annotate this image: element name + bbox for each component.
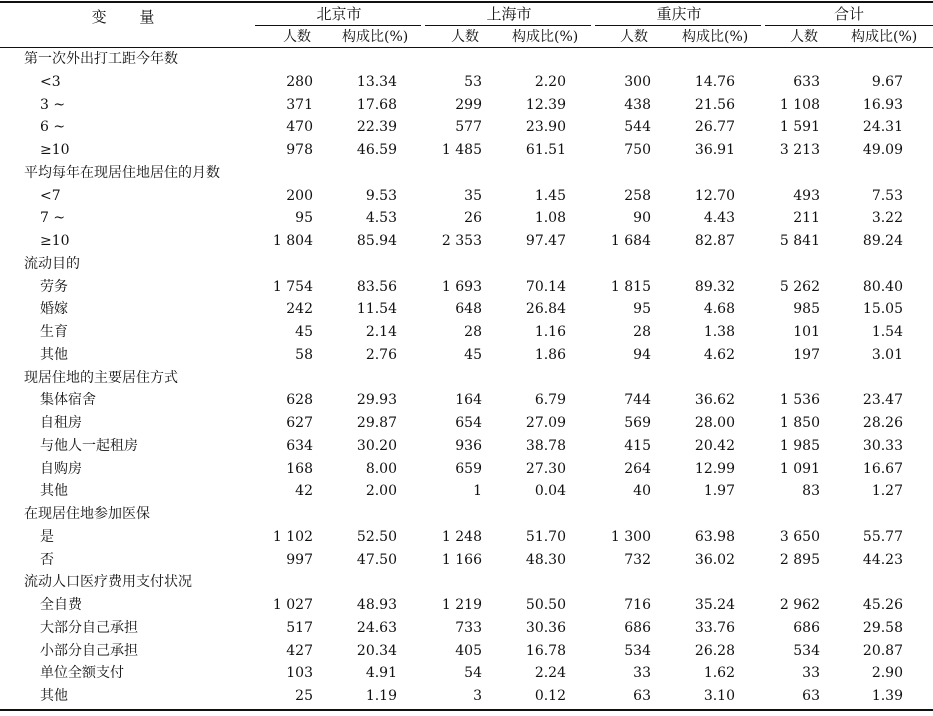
cell-ratio: 30.20 xyxy=(356,437,397,454)
cell-count: 1 166 xyxy=(441,551,482,568)
cell-ratio: 45.26 xyxy=(862,597,903,613)
cell-count: 103 xyxy=(286,665,313,682)
sub-ratio-shanghai: 构成比(%) xyxy=(512,29,579,45)
cell-count: 659 xyxy=(455,460,482,477)
cell-ratio: 33.76 xyxy=(694,619,735,636)
cell-count: 627 xyxy=(286,415,313,431)
row-label: 小部分自己承担 xyxy=(40,642,138,659)
cell-count: 371 xyxy=(286,96,313,113)
cell-count: 1 248 xyxy=(441,528,482,545)
table-row xyxy=(0,230,933,252)
cell-count: 35 xyxy=(464,187,482,204)
cell-ratio: 27.30 xyxy=(525,460,566,477)
cell-ratio: 55.77 xyxy=(862,528,903,545)
row-label: <7 xyxy=(40,187,61,204)
cell-count: 654 xyxy=(455,415,482,431)
cell-ratio: 61.51 xyxy=(525,142,566,158)
cell-count: 1 219 xyxy=(441,597,482,613)
cell-ratio: 89.24 xyxy=(862,233,903,249)
cell-ratio: 6.79 xyxy=(534,392,566,409)
cell-ratio: 15.05 xyxy=(862,301,903,318)
section-title: 在现居住地参加医保 xyxy=(24,506,150,522)
cell-ratio: 12.39 xyxy=(525,96,566,113)
cell-count: 54 xyxy=(464,665,482,682)
cell-ratio: 20.87 xyxy=(862,642,903,659)
section-row xyxy=(0,48,933,70)
cell-count: 26 xyxy=(464,210,482,227)
cell-ratio: 4.91 xyxy=(365,665,397,682)
cell-count: 280 xyxy=(286,73,313,90)
row-label: 是 xyxy=(40,528,54,545)
cell-count: 3 650 xyxy=(779,528,820,545)
cell-count: 90 xyxy=(633,210,651,227)
cell-ratio: 8.00 xyxy=(365,460,397,477)
cell-ratio: 27.09 xyxy=(525,415,566,431)
group-total: 合计 xyxy=(833,5,864,23)
cell-ratio: 38.78 xyxy=(525,437,566,454)
cell-ratio: 29.58 xyxy=(862,619,903,636)
cell-count: 997 xyxy=(286,551,313,568)
cell-count: 5 262 xyxy=(779,278,820,295)
cell-count: 978 xyxy=(286,142,313,158)
cell-count: 1 754 xyxy=(272,278,313,295)
cell-count: 1 684 xyxy=(610,233,651,249)
cell-ratio: 36.62 xyxy=(694,392,735,409)
cell-count: 517 xyxy=(286,619,313,636)
table-row xyxy=(0,526,933,548)
cell-count: 634 xyxy=(286,437,313,454)
table-row xyxy=(0,94,933,116)
table-row xyxy=(0,185,933,207)
row-label: 与他人一起租房 xyxy=(40,437,138,454)
row-label: 劳务 xyxy=(40,278,68,295)
cell-ratio: 89.32 xyxy=(694,278,735,295)
cell-ratio: 1.86 xyxy=(534,346,566,363)
cell-ratio: 44.23 xyxy=(862,551,903,568)
cell-count: 415 xyxy=(624,437,651,454)
cell-ratio: 29.93 xyxy=(356,392,397,409)
cell-ratio: 1.16 xyxy=(534,324,566,340)
cell-ratio: 0.04 xyxy=(534,483,566,500)
cell-ratio: 4.43 xyxy=(703,210,735,227)
cell-ratio: 26.28 xyxy=(694,642,735,659)
cell-ratio: 63.98 xyxy=(694,528,735,545)
cell-ratio: 9.67 xyxy=(871,73,903,90)
row-label: 单位全额支付 xyxy=(40,665,124,682)
row-label: 自购房 xyxy=(40,460,82,477)
sub-count-shanghai: 人数 xyxy=(451,29,479,45)
cell-ratio: 16.78 xyxy=(525,642,566,659)
cell-count: 300 xyxy=(624,73,651,90)
cell-count: 200 xyxy=(286,187,313,204)
cell-ratio: 28.00 xyxy=(694,415,735,431)
header-variable: 变 量 xyxy=(91,8,169,26)
group-chongqing: 重庆市 xyxy=(656,5,702,23)
row-label: 3 ~ xyxy=(40,96,66,113)
cell-ratio: 46.59 xyxy=(356,142,397,158)
cell-count: 1 815 xyxy=(610,278,651,295)
cell-ratio: 22.39 xyxy=(356,119,397,136)
cell-ratio: 30.33 xyxy=(862,437,903,454)
cell-ratio: 28.26 xyxy=(862,415,903,431)
cell-count: 1 804 xyxy=(272,233,313,249)
cell-count: 25 xyxy=(295,688,313,704)
cell-ratio: 82.87 xyxy=(694,233,735,249)
cell-ratio: 2.14 xyxy=(365,324,397,340)
cell-ratio: 50.50 xyxy=(525,597,566,613)
cell-count: 1 850 xyxy=(779,415,820,431)
section-row xyxy=(0,571,933,593)
cell-count: 83 xyxy=(802,483,820,500)
table-row xyxy=(0,389,933,411)
section-title: 流动目的 xyxy=(24,255,80,272)
cell-count: 1 985 xyxy=(779,437,820,454)
sub-ratio-total: 构成比(%) xyxy=(851,29,918,45)
cell-ratio: 2.20 xyxy=(534,73,566,90)
row-label: 其他 xyxy=(40,688,68,704)
cell-count: 1 693 xyxy=(441,278,482,295)
row-label: <3 xyxy=(40,73,61,90)
cell-count: 242 xyxy=(286,301,313,318)
row-label: 其他 xyxy=(40,483,68,500)
cell-ratio: 4.62 xyxy=(703,346,735,363)
cell-count: 28 xyxy=(633,324,651,340)
cell-count: 633 xyxy=(793,73,820,90)
cell-count: 1 102 xyxy=(272,528,313,545)
cell-ratio: 4.68 xyxy=(703,301,735,318)
table-row xyxy=(0,139,933,161)
cell-count: 470 xyxy=(286,119,313,136)
bottom-rule xyxy=(0,709,933,711)
cell-ratio: 30.36 xyxy=(525,619,566,636)
section-row xyxy=(0,162,933,184)
cell-ratio: 26.84 xyxy=(525,301,566,318)
cell-ratio: 3.10 xyxy=(703,688,735,704)
section-title: 现居住地的主要居住方式 xyxy=(24,369,178,386)
cell-ratio: 97.47 xyxy=(525,233,566,249)
cell-ratio: 36.02 xyxy=(694,551,735,568)
cell-count: 1 091 xyxy=(779,460,820,477)
cell-count: 94 xyxy=(633,346,651,363)
table-row xyxy=(0,321,933,343)
cell-count: 732 xyxy=(624,551,651,568)
cell-ratio: 26.77 xyxy=(694,119,735,136)
cell-ratio: 83.56 xyxy=(356,278,397,295)
cell-ratio: 1.39 xyxy=(871,688,903,704)
cell-count: 2 353 xyxy=(441,233,482,249)
cell-ratio: 24.31 xyxy=(862,119,903,136)
cell-ratio: 2.76 xyxy=(365,346,397,363)
cell-count: 42 xyxy=(295,483,313,500)
section-title: 第一次外出打工距今年数 xyxy=(24,51,178,67)
table-row xyxy=(0,594,933,616)
table-row xyxy=(0,435,933,457)
cell-count: 164 xyxy=(455,392,482,409)
cell-ratio: 9.53 xyxy=(365,187,397,204)
cell-count: 53 xyxy=(464,73,482,90)
cell-count: 211 xyxy=(793,210,820,227)
cell-ratio: 49.09 xyxy=(862,142,903,158)
table-row xyxy=(0,617,933,639)
cell-count: 33 xyxy=(802,665,820,682)
cell-count: 648 xyxy=(455,301,482,318)
section-title: 平均每年在现居住地居住的月数 xyxy=(24,164,220,181)
cell-count: 5 841 xyxy=(779,233,820,249)
row-label: ≥10 xyxy=(40,142,70,158)
cell-count: 299 xyxy=(455,96,482,113)
cell-ratio: 1.27 xyxy=(871,483,903,500)
cell-ratio: 29.87 xyxy=(356,415,397,431)
cell-count: 427 xyxy=(286,642,313,659)
table-row xyxy=(0,412,933,434)
cell-count: 101 xyxy=(793,324,820,340)
cell-count: 936 xyxy=(455,437,482,454)
cell-count: 733 xyxy=(455,619,482,636)
cell-count: 569 xyxy=(624,415,651,431)
cell-count: 686 xyxy=(624,619,651,636)
table-row xyxy=(0,662,933,684)
row-label: 自租房 xyxy=(40,415,82,431)
cell-ratio: 23.47 xyxy=(862,392,903,409)
cell-count: 95 xyxy=(295,210,313,227)
table-row xyxy=(0,298,933,320)
row-label: 7 ~ xyxy=(40,210,66,227)
cell-count: 258 xyxy=(624,187,651,204)
cell-ratio: 21.56 xyxy=(694,96,735,113)
sub-ratio-chongqing: 构成比(%) xyxy=(682,29,749,45)
cell-count: 3 xyxy=(473,688,482,704)
cell-count: 28 xyxy=(464,324,482,340)
table-row xyxy=(0,480,933,502)
cell-ratio: 11.54 xyxy=(356,301,397,318)
cell-ratio: 51.70 xyxy=(525,528,566,545)
sub-ratio-beijing: 构成比(%) xyxy=(342,29,409,45)
cell-ratio: 7.53 xyxy=(871,187,903,204)
cell-count: 534 xyxy=(624,642,651,659)
cell-ratio: 48.93 xyxy=(356,597,397,613)
cell-count: 2 962 xyxy=(779,597,820,613)
cell-ratio: 1.45 xyxy=(534,187,566,204)
cell-ratio: 52.50 xyxy=(356,528,397,545)
cell-count: 2 895 xyxy=(779,551,820,568)
cell-count: 1 536 xyxy=(779,392,820,409)
cell-count: 750 xyxy=(624,142,651,158)
cell-ratio: 3.22 xyxy=(871,210,903,227)
row-label: 6 ~ xyxy=(40,119,66,136)
table-row xyxy=(0,549,933,571)
cell-ratio: 1.97 xyxy=(703,483,735,500)
cell-count: 1 027 xyxy=(272,597,313,613)
section-title: 流动人口医疗费用支付状况 xyxy=(24,574,192,591)
cell-ratio: 0.12 xyxy=(534,688,566,704)
cell-count: 264 xyxy=(624,460,651,477)
cell-count: 1 300 xyxy=(610,528,651,545)
cell-count: 40 xyxy=(633,483,651,500)
cell-ratio: 2.90 xyxy=(871,665,903,682)
cell-count: 95 xyxy=(633,301,651,318)
sub-count-beijing: 人数 xyxy=(283,29,311,45)
cell-count: 405 xyxy=(455,642,482,659)
cell-ratio: 36.91 xyxy=(694,142,735,158)
cell-count: 33 xyxy=(633,665,651,682)
table-row xyxy=(0,71,933,93)
cell-count: 493 xyxy=(793,187,820,204)
cell-count: 45 xyxy=(295,324,313,340)
cell-count: 58 xyxy=(295,346,313,363)
cell-ratio: 85.94 xyxy=(356,233,397,249)
cell-ratio: 48.30 xyxy=(525,551,566,568)
section-row xyxy=(0,503,933,525)
cell-count: 1 485 xyxy=(441,142,482,158)
cell-ratio: 1.54 xyxy=(871,324,903,340)
group-shanghai: 上海市 xyxy=(486,5,532,23)
cell-count: 168 xyxy=(286,460,313,477)
row-label: 集体宿舍 xyxy=(40,392,96,409)
sub-count-chongqing: 人数 xyxy=(620,29,648,45)
group-beijing: 北京市 xyxy=(316,5,362,23)
cell-count: 628 xyxy=(286,392,313,409)
table-row xyxy=(0,116,933,138)
table-row xyxy=(0,685,933,707)
cell-ratio: 23.90 xyxy=(525,119,566,136)
cell-ratio: 13.34 xyxy=(356,73,397,90)
cell-count: 438 xyxy=(624,96,651,113)
cell-ratio: 12.99 xyxy=(694,460,735,477)
cell-ratio: 24.63 xyxy=(356,619,397,636)
row-label: 生育 xyxy=(40,324,68,340)
cell-count: 45 xyxy=(464,346,482,363)
cell-ratio: 1.62 xyxy=(703,665,735,682)
cell-ratio: 47.50 xyxy=(356,551,397,568)
cell-ratio: 16.67 xyxy=(862,460,903,477)
row-label: 全自费 xyxy=(40,597,82,613)
cell-count: 1 108 xyxy=(779,96,820,113)
cell-ratio: 2.00 xyxy=(365,483,397,500)
cell-count: 577 xyxy=(455,119,482,136)
section-row xyxy=(0,253,933,275)
cell-ratio: 80.40 xyxy=(862,278,903,295)
cell-count: 985 xyxy=(793,301,820,318)
table-row xyxy=(0,207,933,229)
table-row xyxy=(0,344,933,366)
sub-count-total: 人数 xyxy=(790,29,818,45)
cell-count: 544 xyxy=(624,119,651,136)
cell-ratio: 12.70 xyxy=(694,187,735,204)
cell-ratio: 1.19 xyxy=(365,688,397,704)
cell-count: 3 213 xyxy=(779,142,820,158)
cell-ratio: 20.42 xyxy=(694,437,735,454)
row-label: 其他 xyxy=(40,346,68,363)
cell-ratio: 14.76 xyxy=(694,73,735,90)
table-row xyxy=(0,640,933,662)
table-row xyxy=(0,458,933,480)
cell-count: 1 xyxy=(473,483,482,500)
row-label: 婚嫁 xyxy=(40,301,68,318)
cell-ratio: 3.01 xyxy=(871,346,903,363)
cell-ratio: 1.08 xyxy=(534,210,566,227)
row-label: 否 xyxy=(40,551,54,568)
cell-ratio: 4.53 xyxy=(365,210,397,227)
cell-ratio: 35.24 xyxy=(694,597,735,613)
cell-count: 716 xyxy=(624,597,651,613)
cell-count: 686 xyxy=(793,619,820,636)
section-row xyxy=(0,367,933,389)
cell-count: 197 xyxy=(793,346,820,363)
cell-count: 744 xyxy=(624,392,651,409)
cell-ratio: 17.68 xyxy=(356,96,397,113)
cell-count: 534 xyxy=(793,642,820,659)
cell-count: 63 xyxy=(802,688,820,704)
cell-ratio: 20.34 xyxy=(356,642,397,659)
cell-count: 1 591 xyxy=(779,119,820,136)
cell-ratio: 2.24 xyxy=(534,665,566,682)
cell-count: 63 xyxy=(633,688,651,704)
row-label: ≥10 xyxy=(40,233,70,249)
row-label: 大部分自己承担 xyxy=(40,619,138,636)
cell-ratio: 70.14 xyxy=(525,278,566,295)
table-row xyxy=(0,276,933,298)
cell-ratio: 16.93 xyxy=(862,96,903,113)
cell-ratio: 1.38 xyxy=(703,324,735,340)
